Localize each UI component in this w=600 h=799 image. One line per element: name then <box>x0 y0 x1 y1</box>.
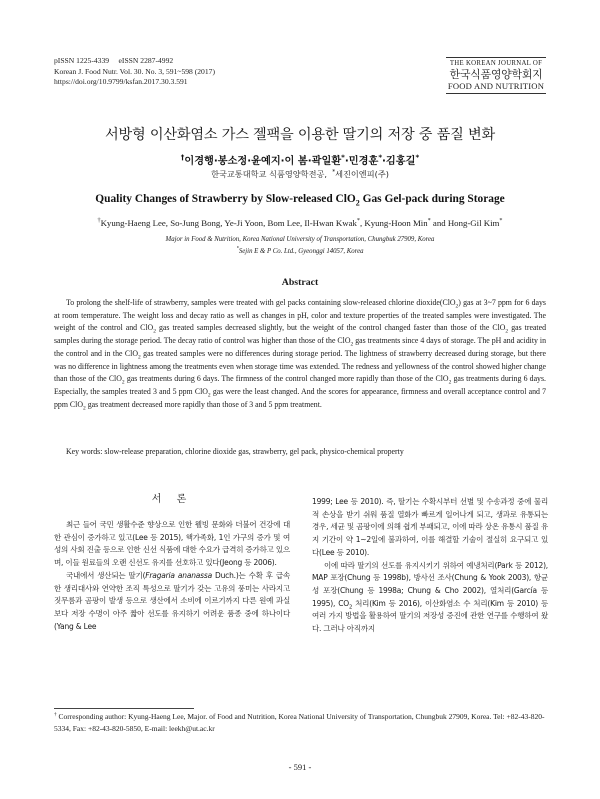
footnote-divider <box>54 708 194 709</box>
citation-block <box>54 56 215 88</box>
page-number: - 591 - <box>288 762 312 772</box>
english-affiliation-2: *Sejin E & P Co. Ltd., Gyeonggi 14057, Korea <box>236 246 364 255</box>
intro-paragraph-4: 이에 따라 딸기의 선도를 유지시키기 위하여 예냉처리(Park 등 2012), MAP 포장(Chung 등 1998b), 방사선 조사(Chung & Yook 2003), 항균성 포장(Chung 등 1998a; Chung & Cho 2002), 열처리(García 등 1995), $CO_2$ 처리(Kim 등 2016), 이산화염소 수 처리(Kim 등 2010) 등 여러 가지 방법을 활용하여 딸기의 저장성 증진에 관한 연구를 수행하여 왔다. 그러나 아직까지 <box>312 560 548 634</box>
keywords: Key words: slow-release preparation, chlorine dioxide gas, strawberry, gel pack, physico-chemical property <box>66 447 404 456</box>
abstract-heading: Abstract <box>281 277 319 288</box>
journal-name-bottom: FOOD AND NUTRITION <box>447 81 545 91</box>
korean-authors: †이경행·봉소정·윤예지·이 봄·곽일환*·민경훈*·김홍길* <box>180 152 420 167</box>
doi-link[interactable]: https://doi.org/10.9799/ksfan.2017.30.3.591 <box>54 77 188 87</box>
intro-left-column <box>54 519 290 633</box>
journal-citation: Korean J. Food Nutr. Vol. 30. No. 3, 591~598 (2017) <box>54 66 215 76</box>
abstract-body: To prolong the shelf-life of strawberry, samples were treated with gel packs containing slow-released chlorine dioxide(ClO$_2$) gas at 3~7 ppm for 6 days at room temperature. The weight loss and decay ratio as well as changes in pH, color and texture properties of the treated samples were investigated. The weight of the control and ClO$_2$ gas treated samples decreased slightly, but the weight of the control changed faster than those of the ClO$_2$ gas treated samples during the storage period. The decay ratio of control was higher than those of the ClO$_2$ gas treatments since 4 days of storage. The pH and acidity in the control and in the ClO$_2$ gas treated samples were no differences during storage period. The lightness of strawberry decreased during storage, but there was no difference in lightness among the treatments even when storage time was extended. The redness and yellowness of the control showed higher change than those of the ClO$_2$ gas treatments during 6 days. The firmness of the control changed more rapidly than those of the ClO$_2$ gas treatments during 6 days. Especially, the samples treated 3 and 5 ppm ClO$_2$ gas were the least changed. And the scores for appearance, firmness and overall acceptance control and 7 ppm ClO$_2$ gas treatment decreased more rapidly than those of 3 and 5 ppm treatment. <box>54 298 547 412</box>
corresponding-author-footnote: † Corresponding author: Kyung-Haeng Lee, Major. of Food and Nutrition, Korea National University of Transportation, Chungbuk 27909, Korea. Tel: +82-43-820-5334, Fax: +82-43-820-5850, E-mail: leekh@ut.ac.kr <box>54 711 545 733</box>
journal-name-korean: 한국식품영양학회지 <box>449 68 543 81</box>
english-affiliation-1: Major in Food & Nutrition, Korea National University of Transportation, Chungbuk 27909, Korea <box>165 236 435 243</box>
issn-line: pISSN 1225-4339 eISSN 2287-4992 <box>54 56 174 65</box>
intro-paragraph-3: 1999; Lee 등 2010). 즉, 딸기는 수확시부터 선별 및 수송과정 중에 물리적 손상을 받기 쉬워 품질 열화가 빠르게 일어나게 되고, 생과로 유통되는 경우, 세균 및 곰팡이에 의해 쉽게 부패되고, 이에 따라 상온 유통시 품질 유지 기간이 약 1~2일에 불과하여, 이를 해결할 기술이 절실히 요구되고 있다(Lee 등 2010). <box>312 497 548 557</box>
intro-right-column <box>312 496 548 636</box>
korean-affiliation: 한국교통대학교 식품영양학전공, *세진이엔피(주) <box>211 169 389 179</box>
intro-paragraph-2: 국내에서 생산되는 딸기(Fragaria ananassa Duch.)는 수확 후 급속한 생리대사와 연약한 조직 특성으로 딸기가 갖는 고유의 풍미는 사라지고 짓무름과 곰팡이 발생 등으로 생산에서 소비에 이르기까지 다른 원예 과실보다 저장 수명이 아주 짧아 선도를 유지하기 어려운 품종 중에 하나이다(Yang & Lee <box>54 570 290 631</box>
intro-heading: 서 론 <box>151 494 193 505</box>
intro-paragraph-1: 최근 들어 국민 생활수준 향상으로 인한 웰빙 문화와 더불어 건강에 대한 관심이 증가하고 있고(Lee 등 2015), 핵가족화, 1인 가구의 증가 및 여성의 사회 진출 등으로 인한 신선 식품에 대한 수요가 급격히 증가하고 있으며, 이들 원료들의 오랜 신선도 유지를 선호하고 있다(Jeong 등 2006). <box>54 520 290 568</box>
journal-logo <box>446 57 546 94</box>
english-title: Quality Changes of Strawberry by Slow-released ClO$_2$ Gas Gel-pack during Storage <box>95 193 505 208</box>
korean-title: 서방형 이산화염소 가스 젤팩을 이용한 딸기의 저장 중 품질 변화 <box>105 127 495 143</box>
english-authors: †Kyung-Haeng Lee, So-Jung Bong, Ye-Ji Yoon, Bom Lee, Il-Hwan Kwak*, Kyung-Hoon Min* and Hong-Gil Kim* <box>97 218 503 228</box>
journal-name-top: THE KOREAN JOURNAL OF <box>449 60 543 67</box>
